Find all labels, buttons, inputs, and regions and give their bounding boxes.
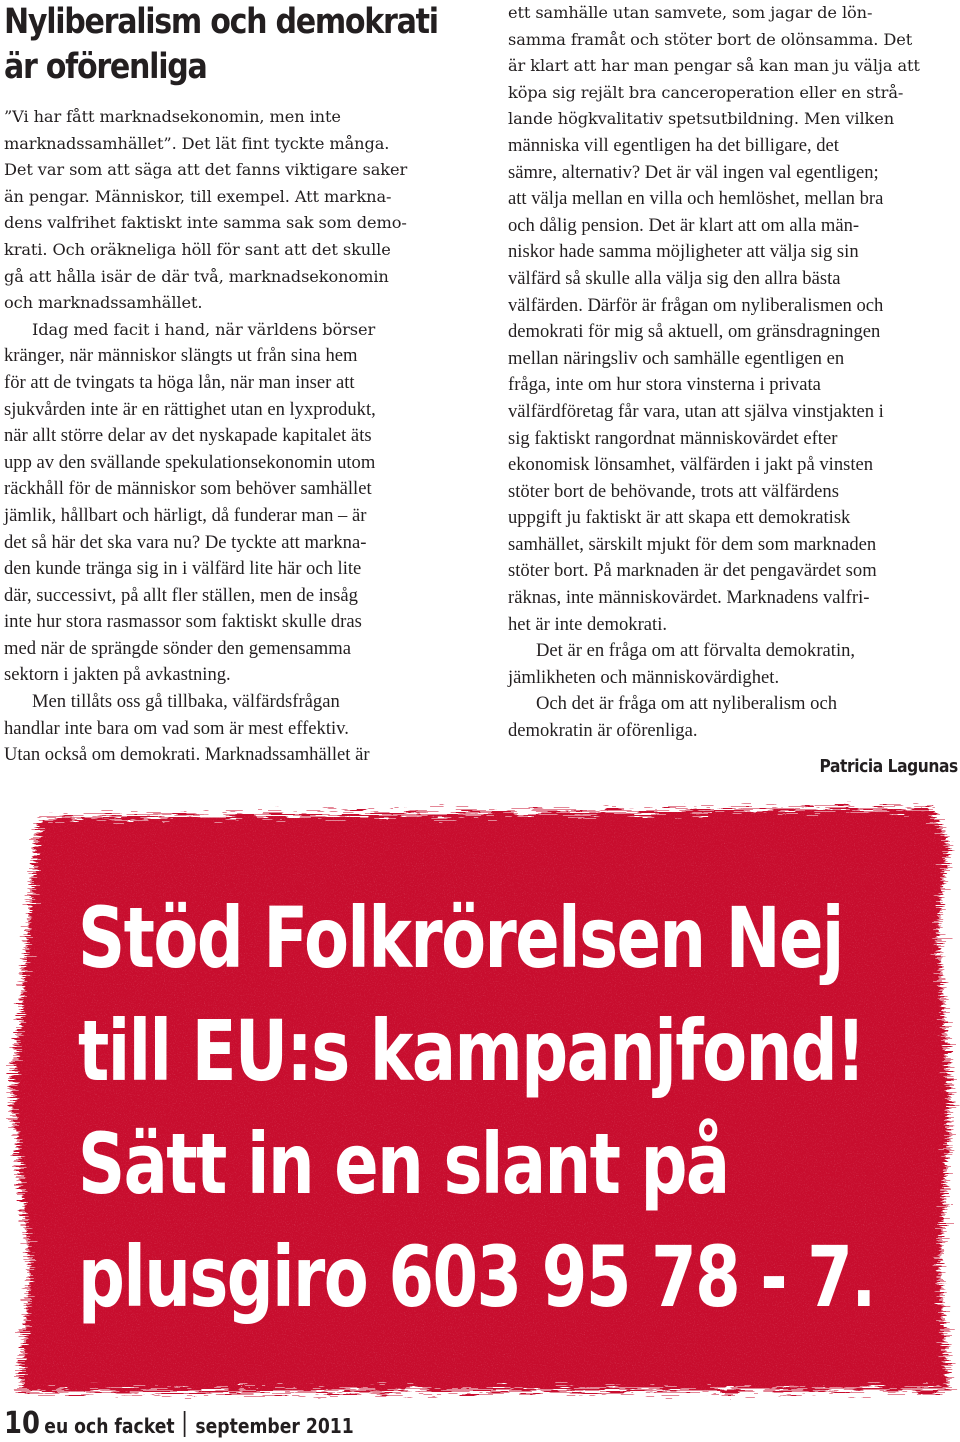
body-text-line: människa vill egentligen ha det billigare, det <box>508 134 839 156</box>
body-text-line: demokratin är oförenliga. <box>508 720 698 742</box>
body-text-line: Utan också om demokrati. Marknadssamhället är <box>4 744 370 766</box>
body-text-line: handlar inte bara om vad som är mest effektiv. <box>4 717 349 739</box>
publication-name: eu och facket <box>44 1414 175 1438</box>
body-text-line: med när de sprängde sönder den gemensamma <box>4 637 351 659</box>
body-text-line: välfärden. Därför är frågan om nyliberalismen och <box>508 294 884 316</box>
body-text-line: stöter bort. På marknaden är det pengavärdet som <box>508 560 877 582</box>
body-text-line: Och det är fråga om att nyliberalism och <box>536 693 838 715</box>
body-text-line: stöter bort de behövande, trots att välfärdens <box>508 480 839 502</box>
headline-line: är oförenliga <box>4 47 207 87</box>
body-text-line: samma framåt och stöter bort de olönsamma. Det <box>508 29 913 49</box>
article-column-right <box>508 0 960 745</box>
ad-line: till EU:s kampanjfond! <box>78 1002 865 1100</box>
body-text-line: inte hur stora rasmassor som faktiskt skulle dras <box>4 611 362 633</box>
body-text-line: när allt större delar av det nyskapade kapitalet äts <box>4 425 372 447</box>
body-text-line: uppgift ju faktiskt är att skapa ett demokratisk <box>508 507 851 529</box>
headline-line: Nyliberalism och demokrati <box>4 2 438 42</box>
ad-line: Stöd Folkrörelsen Nej <box>78 889 843 987</box>
body-text-line: där, successivt, på allt fler ställen, men de insåg <box>4 584 358 606</box>
body-text-line: het är inte demokrati. <box>508 613 668 635</box>
body-text-line: dens valfrihet faktiskt inte samma sak som demo- <box>4 213 407 233</box>
body-text-line: det så här det ska vara nu? De tyckte att markna- <box>4 531 367 553</box>
body-text-line: upp av den svällande spekulationsekonomin utom <box>4 451 376 473</box>
body-text-line: gå att hålla isär de där två, marknadsekonomin <box>4 266 389 286</box>
donation-ad-banner <box>0 800 960 1400</box>
article-headline <box>4 0 438 90</box>
body-text-line: än pengar. Människor, till exempel. Att markna- <box>4 186 392 206</box>
body-text-line: ”Vi har fått marknadsekonomin, men inte <box>4 107 341 126</box>
body-text-line: välfärdföretag får vara, utan att själva vinstjakten i <box>508 400 884 422</box>
body-text-line: Idag med facit i hand, när världens börser <box>32 319 376 339</box>
body-text-line: är klart att har man pengar så kan man ju välja att <box>508 56 920 76</box>
body-text-line: sektorn i jakten på avkastning. <box>4 664 231 686</box>
body-text-line: för att de tvingats ta höga lån, när man inser att <box>4 371 355 393</box>
body-text-line: marknadssamhället”. Det lät fint tyckte många. <box>4 133 390 153</box>
ad-line: Sätt in en slant på <box>78 1115 729 1213</box>
body-text-line: sjukvården inte är en rättighet utan en lyxprodukt, <box>4 398 376 420</box>
body-text-line: Det är en fråga om att förvalta demokratin, <box>536 640 856 662</box>
body-text-line: kränger, när människor slängts ut från sina hem <box>4 345 358 367</box>
body-text-line: sämre, alternativ? Det är väl ingen val egentligen; <box>508 161 879 183</box>
body-text-line: fråga, inte om hur stora vinsterna i privata <box>508 374 821 396</box>
body-text-line: samhället, särskilt mjukt för dem som marknaden <box>508 533 877 555</box>
body-text-line: räckhåll för de människor som behöver samhället <box>4 478 372 500</box>
body-text-line: lande högkvalitativ spetsutbildning. Men vilken <box>508 109 895 129</box>
body-text-line: att välja mellan en villa och hemlöshet, mellan bra <box>508 188 884 210</box>
body-text-line: köpa sig rejält bra canceroperation eller en strå- <box>508 82 904 102</box>
body-text-line: ett samhälle utan samvete, som jagar de lön- <box>508 3 873 22</box>
body-text-line: räknas, inte människovärdet. Marknadens valfri- <box>508 587 870 609</box>
body-text-line: välfärd så skulle alla välja sig den allra bästa <box>508 267 841 289</box>
body-text-line: ekonomisk lönsamhet, välfärden i jakt på vinsten <box>508 454 874 476</box>
body-text-line: Det var som att säga att det fanns viktigare saker <box>4 160 408 180</box>
body-text-line: sig faktiskt rangordnat människovärdet efter <box>508 427 838 449</box>
body-text-line: jämlikheten och människovärdighet. <box>508 666 780 688</box>
ad-line: plusgiro 603 95 78 - 7. <box>78 1228 875 1326</box>
body-text-line: den kunde tränga sig in i välfärd lite här och lite <box>4 558 362 580</box>
page-footer <box>4 1406 354 1442</box>
body-text-line: krati. Och oräkneliga höll för sant att det skulle <box>4 239 391 259</box>
article-column-left <box>4 104 456 769</box>
body-text-line: niskor hade samma möjligheter att välja sig sin <box>508 241 859 263</box>
ad-message <box>78 882 875 1334</box>
body-text-line: demokrati för mig så aktuell, om gränsdragningen <box>508 321 881 343</box>
footer-divider <box>184 1411 186 1437</box>
body-text-line: mellan näringsliv och samhälle egentligen en <box>508 347 845 369</box>
body-text-line: jämlik, hållbart och härligt, då funderar man – är <box>4 504 367 526</box>
issue-date: september 2011 <box>195 1414 354 1438</box>
author-byline: Patricia Lagunas <box>819 756 958 777</box>
body-text-line: och marknadssamhället. <box>4 293 203 313</box>
page-number: 10 <box>4 1406 40 1441</box>
body-text-line: Men tillåts oss gå tillbaka, välfärdsfrågan <box>32 691 340 713</box>
body-text-line: och dålig pension. Det är klart att om alla män- <box>508 214 860 236</box>
